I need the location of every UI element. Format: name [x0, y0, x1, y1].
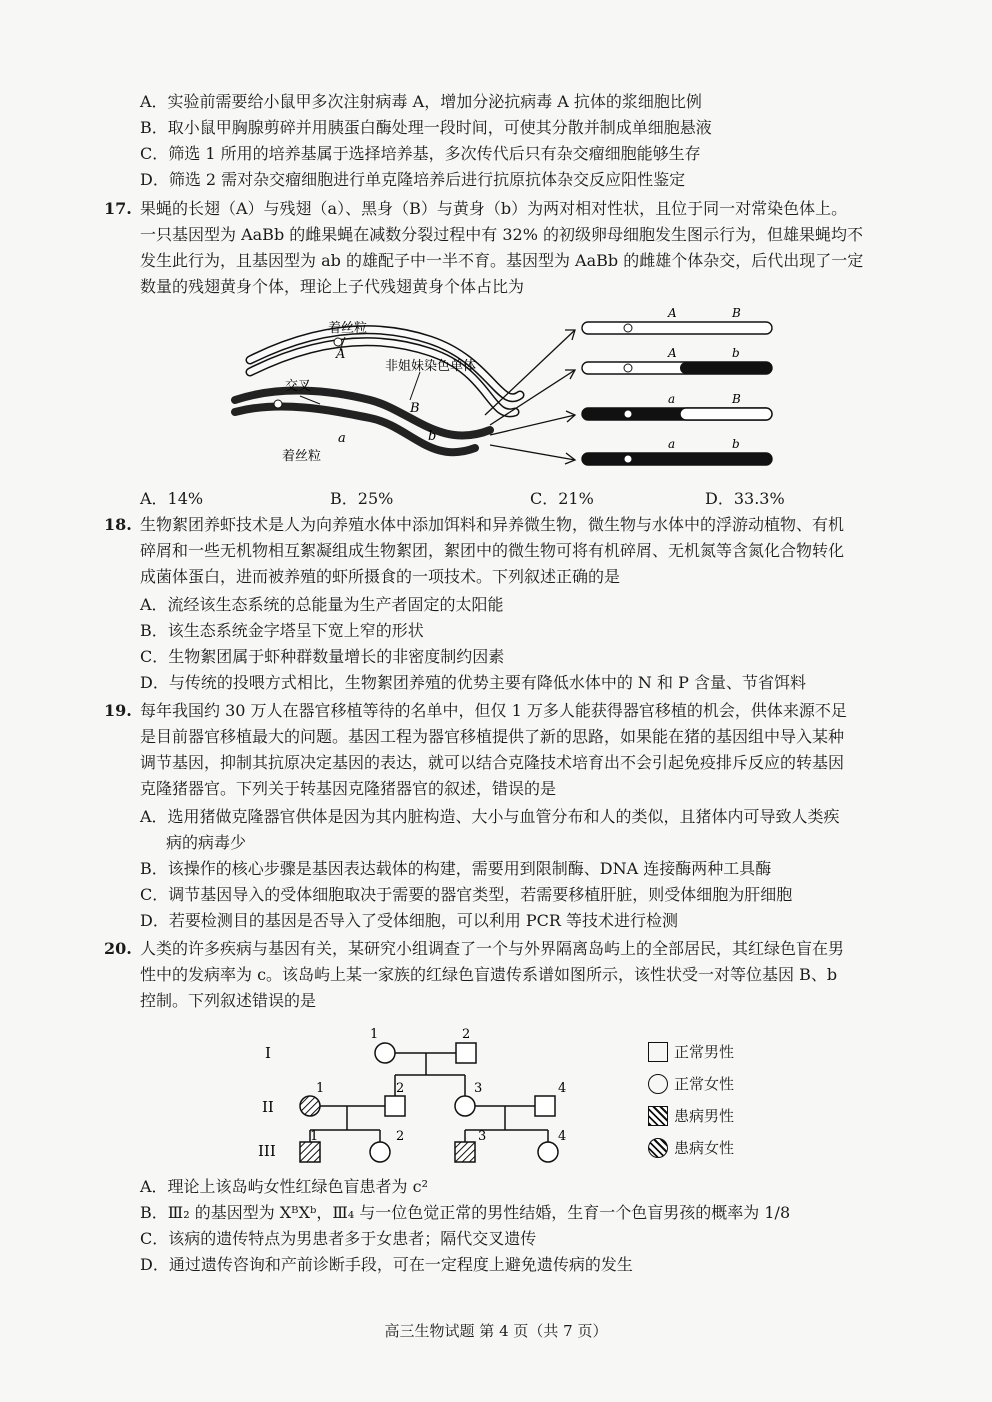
page-footer: 高三生物试题 第 4 页（共 7 页） [384, 1322, 608, 1340]
chromatid-3-right-gene: B [732, 392, 741, 406]
generation-label-I: I [265, 1044, 271, 1062]
ind-II-2: 2 [396, 1081, 405, 1096]
legend-normal-female-label: 正常女性 [674, 1075, 735, 1093]
chromatid-1-right-gene: B [732, 306, 741, 320]
ind-II-4: 4 [558, 1081, 567, 1096]
legend-affected-male-label: 患病男性 [674, 1107, 735, 1125]
ind-I-2: 2 [462, 1027, 471, 1042]
ind-III-3: 3 [478, 1129, 487, 1144]
q19-option-c: C．调节基因导入的受体细胞取决于需要的器官类型，若需要移植肝脏，则受体细胞为肝细胞 [140, 885, 793, 904]
gene-label-b: b [428, 429, 437, 444]
q19-option-a: A．选用猪做克隆器官供体是因为其内脏构造、大小与血管分布和人的类似，且猪体内可导致人类疾 [140, 807, 840, 826]
label-crossover: 交叉 [285, 379, 312, 394]
crossover-figure [220, 300, 790, 490]
q16-option-b: B．取小鼠甲胸腺剪碎并用胰蛋白酶处理一段时间，可使其分散并制成单细胞悬液 [140, 118, 712, 137]
ind-II-1: 1 [316, 1081, 325, 1096]
q20-stem-line-1: 人类的许多疾病与基因有关，某研究小组调查了一个与外界隔离岛屿上的全部居民，其红绿色盲在男 [140, 939, 845, 958]
label-centromere-top: 着丝粒 [328, 321, 368, 336]
q17-stem-line-1: 果蝇的长翅（A）与残翅（a）、黑身（B）与黄身（b）为两对相对性状，且位于同一对常染色体上。 [140, 199, 848, 218]
affected-male-symbol-icon [648, 1106, 668, 1126]
q19-stem-line-4: 克隆猪器官。下列关于转基因克隆猪器官的叙述，错误的是 [140, 779, 557, 798]
q17-option-b: B．25% [330, 489, 394, 508]
q17-stem-line-4: 数量的残翅黄身个体，理论上子代残翅黄身个体占比为 [140, 277, 525, 296]
ind-III-1: 1 [310, 1129, 319, 1144]
ind-III-4: 4 [558, 1129, 567, 1144]
q20-stem-line-2: 性中的发病率为 c。该岛屿上某一家族的红绿色盲遗传系谱如图所示，该性状受一对等位基因 B、b [140, 965, 838, 984]
q17-stem-line-2: 一只基因型为 AaBb 的雌果蝇在减数分裂过程中有 32% 的初级卵母细胞发生图示行为，但雄果蝇均不 [140, 225, 864, 244]
q18-option-d: D．与传统的投喂方式相比，生物絮团养殖的优势主要有降低水体中的 N 和 P 含量、节省饵料 [140, 673, 806, 692]
chromatid-2-left-gene: A [668, 346, 677, 360]
legend-affected-female-label: 患病女性 [674, 1139, 735, 1157]
normal-female-symbol-icon [648, 1074, 668, 1094]
q19-stem-line-3: 调节基因，抑制其抗原决定基因的表达，就可以结合克隆技术培育出不会引起免疫排斥反应的转基因 [140, 753, 845, 772]
chromatid-3-left-gene: a [668, 392, 676, 406]
q16-option-a: A．实验前需要给小鼠甲多次注射病毒 A，增加分泌抗病毒 A 抗体的浆细胞比例 [140, 92, 702, 111]
q17-option-c: C．21% [530, 489, 594, 508]
gene-label-A: A [336, 347, 346, 362]
q18-number: 18. [104, 515, 132, 534]
legend-normal-female [648, 1074, 734, 1094]
q17-number: 17. [104, 199, 132, 218]
chromatid-1-left-gene: A [668, 306, 677, 320]
legend-normal-male-label: 正常男性 [674, 1043, 735, 1061]
q19-option-b: B．该操作的核心步骤是基因表达载体的构建，需要用到限制酶、DNA 连接酶两种工具酶 [140, 859, 772, 878]
ind-II-3: 3 [474, 1081, 483, 1096]
q16-option-c: C．筛选 1 所用的培养基属于选择培养基，多次传代后只有杂交瘤细胞能够生存 [140, 144, 701, 163]
chromatid-4-left-gene: a [668, 437, 676, 451]
q17-option-d: D．33.3% [705, 489, 785, 508]
q20-option-d: D．通过遗传咨询和产前诊断手段，可在一定程度上避免遗传病的发生 [140, 1255, 633, 1274]
gene-label-a: a [338, 431, 346, 446]
q19-stem-line-1: 每年我国约 30 万人在器官移植等待的名单中，但仅 1 万多人能获得器官移植的机会，供体来源不足 [140, 701, 847, 720]
chromatid-4-right-gene: b [732, 437, 740, 451]
q18-stem-line-1: 生物絮团养虾技术是人为向养殖水体中添加饵料和异养微生物，微生物与水体中的浮游动植物、有机 [140, 515, 845, 534]
legend-affected-female [648, 1138, 734, 1158]
q20-number: 20. [104, 939, 132, 958]
affected-female-symbol-icon [648, 1138, 668, 1158]
pedigree-chart [250, 1020, 610, 1170]
q20-option-b: B．Ⅲ₂ 的基因型为 XᴮXᵇ，Ⅲ₄ 与一位色觉正常的男性结婚，生育一个色盲男孩的概率为 1/8 [140, 1203, 791, 1222]
q18-stem-line-3: 成菌体蛋白，进而被养殖的虾所摄食的一项技术。下列叙述正确的是 [140, 567, 621, 586]
q18-option-b: B．该生态系统金字塔呈下宽上窄的形状 [140, 621, 424, 640]
q18-option-a: A．流经该生态系统的总能量为生产者固定的太阳能 [140, 595, 504, 614]
q20-option-a: A．理论上该岛屿女性红绿色盲患者为 c² [140, 1177, 429, 1196]
normal-male-symbol-icon [648, 1042, 668, 1062]
label-centromere-bottom: 着丝粒 [282, 449, 322, 464]
legend-normal-male [648, 1042, 734, 1062]
generation-label-II: II [262, 1098, 274, 1116]
q20-option-c: C．该病的遗传特点为男患者多于女患者；隔代交叉遗传 [140, 1229, 537, 1248]
q20-stem-line-3: 控制。下列叙述错误的是 [140, 991, 317, 1010]
q18-option-c: C．生物絮团属于虾种群数量增长的非密度制约因素 [140, 647, 505, 666]
chromatid-2-right-gene: b [732, 346, 740, 360]
q17-stem-line-3: 发生此行为，且基因型为 ab 的雄配子中一半不育。基因型为 AaBb 的雌雄个体杂交，后代出现了一定 [140, 251, 864, 270]
q19-option-d: D．若要检测目的基因是否导入了受体细胞，可以利用 PCR 等技术进行检测 [140, 911, 679, 930]
q19-stem-line-2: 是目前器官移植最大的问题。基因工程为器官移植提供了新的思路，如果能在猪的基因组中导入某种 [140, 727, 845, 746]
q18-stem-line-2: 碎屑和一些无机物相互絮凝组成生物絮团，絮团中的微生物可将有机碎屑、无机氮等含氮化合物转化 [140, 541, 845, 560]
legend-affected-male [648, 1106, 734, 1126]
q19-option-a-cont: 病的病毒少 [166, 833, 247, 852]
q17-option-a: A．14% [140, 489, 204, 508]
label-nonsister-chromatid: 非姐妹染色单体 [385, 359, 477, 374]
ind-I-1: 1 [370, 1027, 379, 1042]
generation-label-III: III [258, 1142, 276, 1160]
gene-label-B: B [410, 401, 420, 416]
ind-III-2: 2 [396, 1129, 405, 1144]
q19-number: 19. [104, 701, 132, 720]
q16-option-d: D．筛选 2 需对杂交瘤细胞进行单克隆培养后进行抗原抗体杂交反应阳性鉴定 [140, 170, 686, 189]
